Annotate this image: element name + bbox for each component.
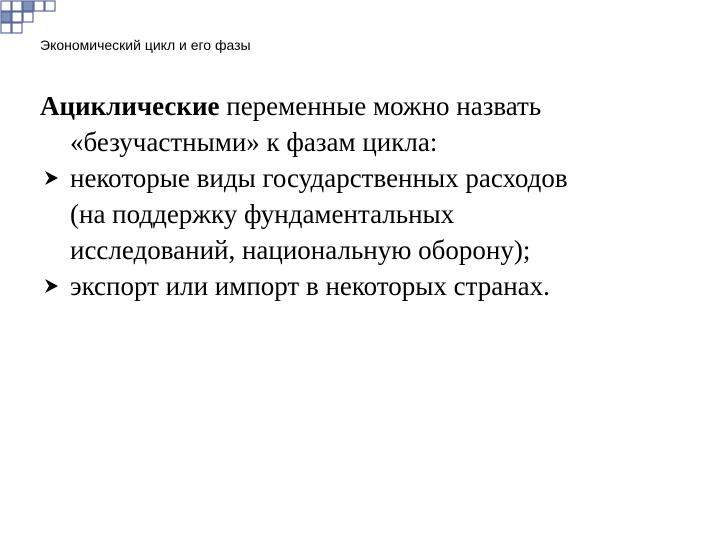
- list-item-line: экспорт или импорт в некоторых странах.: [70, 271, 550, 301]
- slide-body: [40, 88, 700, 304]
- list-item-line: некоторые виды государственных расходов: [70, 163, 568, 193]
- intro-paragraph: [40, 88, 700, 160]
- arrowhead-bullet-icon: [42, 160, 62, 196]
- list-item: [40, 160, 700, 268]
- squares-decoration-icon: [0, 0, 60, 36]
- list-item-line: (на поддержку фундаментальных: [70, 199, 455, 229]
- intro-line-1: [40, 88, 700, 124]
- intro-rest: переменные можно назвать: [219, 91, 542, 121]
- list-item: [40, 268, 700, 304]
- list-item-line: исследований, национальную оборону);: [70, 235, 531, 265]
- arrowhead-bullet-icon: [42, 268, 62, 304]
- intro-bold-term: Ациклические: [40, 91, 220, 121]
- slide-title: Экономический цикл и его фазы: [40, 37, 251, 53]
- intro-line-2: «безучастными» к фазам цикла:: [70, 127, 438, 157]
